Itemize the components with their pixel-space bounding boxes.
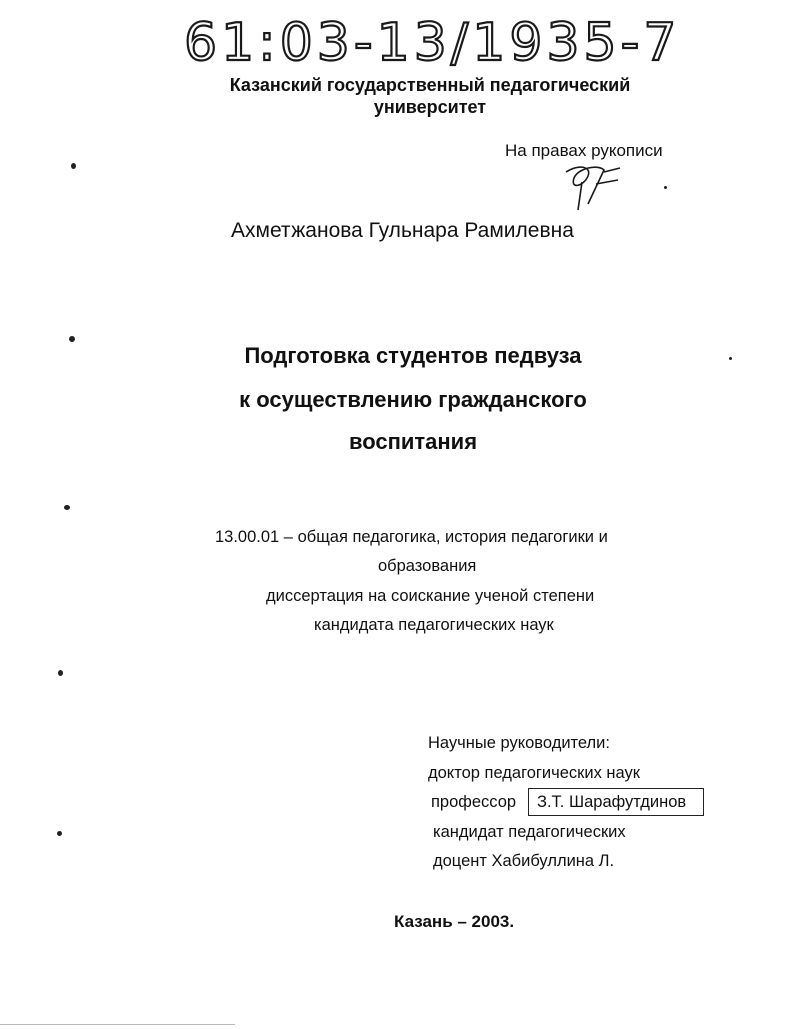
institution-name-line1: Казанский государственный педагогический <box>229 75 631 95</box>
scan-speck <box>664 186 667 189</box>
scan-speck <box>57 831 62 836</box>
signature-icon <box>548 160 628 216</box>
advisor1-name: З.Т. Шарафутдинов <box>537 793 687 811</box>
bottom-rule <box>0 1024 235 1025</box>
institution-name-line2: университет <box>373 97 487 117</box>
handwritten-code-text: 61:03-13/1935-7 <box>184 13 681 73</box>
title-line3: воспитания <box>348 429 478 454</box>
advisor1-rank: профессор <box>431 793 517 811</box>
specialty-line2: образования <box>378 557 477 575</box>
scan-speck <box>58 670 63 676</box>
advisor2-rank-name: доцент Хабибуллина Л. <box>433 852 615 870</box>
title-line2: к осуществлению гражданского <box>239 387 587 412</box>
advisor2-degree: кандидат педагогических <box>433 823 626 841</box>
author-name: Ахметжанова Гульнара Рамилевна <box>231 219 574 242</box>
handwritten-catalog-number <box>180 4 740 74</box>
scan-speck <box>729 357 732 360</box>
advisor1-degree: доктор педагогических наук <box>428 764 641 782</box>
title-line1: Подготовка студентов педвуза <box>244 343 582 368</box>
rights-note: На правах рукописи <box>505 141 663 160</box>
specialty-line1: 13.00.01 – общая педагогика, история педагогики и <box>215 528 608 546</box>
scan-speck <box>71 163 76 169</box>
scan-speck <box>64 505 70 510</box>
advisors-heading: Научные руководители: <box>428 734 610 752</box>
degree-line1: диссертация на соискание ученой степени <box>266 587 595 605</box>
degree-line2: кандидата педагогических наук <box>314 616 554 634</box>
city-year: Казань – 2003. <box>394 912 515 931</box>
scan-speck <box>69 336 75 342</box>
